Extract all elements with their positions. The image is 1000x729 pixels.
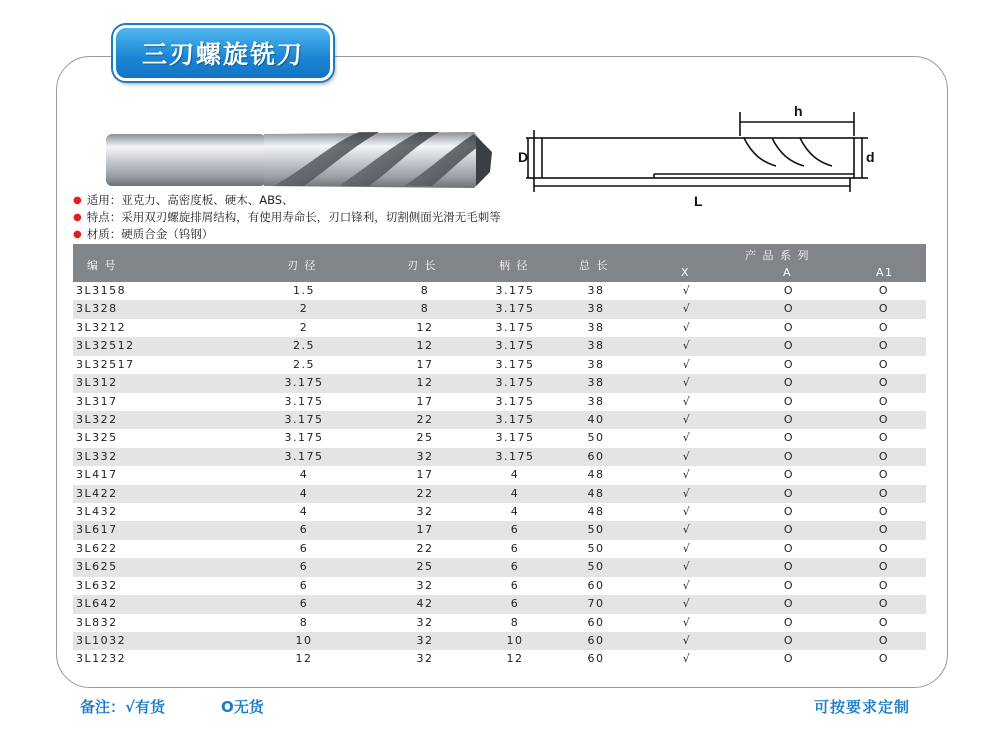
cell-total-len: 70 <box>587 597 605 611</box>
cell-total-len: 38 <box>587 339 605 353</box>
table-row <box>73 521 926 539</box>
cell-blade-dia: 4 <box>299 468 309 482</box>
header-blade-len: 刃 长 <box>407 259 437 272</box>
bullet-icon: ● <box>73 212 82 223</box>
note-label: 备注： <box>80 698 126 716</box>
table-row <box>73 300 926 318</box>
cell-series-a: O <box>783 284 795 297</box>
cell-series-a1: O <box>878 357 890 371</box>
cell-series-a: O <box>783 449 795 463</box>
cell-series-x: √ <box>682 486 692 500</box>
cell-series-a1: O <box>878 468 890 482</box>
feature-characteristics: ● 特点：采用双刃螺旋排屑结构，有使用寿命长，刃口锋利，切割侧面光滑无毛刺等 <box>73 210 501 224</box>
cell-code: 3L32512 <box>76 339 135 353</box>
cell-blade-len: 32 <box>416 652 434 666</box>
dim-h-label: h <box>794 103 803 119</box>
header-series-a: A <box>783 266 793 279</box>
cell-series-a: O <box>783 302 795 316</box>
table-header <box>73 244 926 282</box>
cell-total-len: 38 <box>587 302 605 316</box>
cell-code: 3L432 <box>76 505 118 519</box>
table-row <box>73 429 926 447</box>
cell-series-x: √ <box>682 431 692 445</box>
table-row <box>73 577 926 595</box>
cell-series-a1: O <box>878 634 890 648</box>
cell-shank-dia: 3.175 <box>495 449 535 463</box>
cell-series-x: √ <box>682 339 692 353</box>
dimension-drawing <box>514 100 880 215</box>
cell-series-x: √ <box>682 320 692 334</box>
cell-total-len: 38 <box>587 320 605 334</box>
cell-shank-dia: 3.175 <box>495 357 535 371</box>
cell-blade-dia: 8 <box>299 615 309 629</box>
cell-blade-dia: 3.175 <box>284 394 324 408</box>
bullet-icon: ● <box>73 229 82 240</box>
cell-blade-len: 17 <box>416 523 434 537</box>
cell-series-a1: O <box>878 541 890 555</box>
cell-series-x: √ <box>682 505 692 519</box>
cell-blade-dia: 2.5 <box>293 357 315 371</box>
cell-shank-dia: 8 <box>510 615 520 629</box>
feature-material: ● 材质：硬质合金（钨钢） <box>73 227 214 241</box>
table-row <box>73 374 926 392</box>
cell-code: 3L328 <box>76 302 118 316</box>
cell-series-a: O <box>783 468 795 482</box>
cell-series-a: O <box>783 541 795 555</box>
cell-blade-len: 17 <box>416 394 434 408</box>
cell-code: 3L332 <box>76 449 118 463</box>
feature-list <box>73 192 501 243</box>
cell-series-a1: O <box>878 376 890 390</box>
cell-shank-dia: 4 <box>510 468 520 482</box>
cell-shank-dia: 3.175 <box>495 302 535 316</box>
cell-total-len: 60 <box>587 652 605 666</box>
cell-series-a1: O <box>878 449 890 463</box>
cell-total-len: 60 <box>587 634 605 648</box>
cell-series-a: O <box>783 615 795 629</box>
cell-total-len: 60 <box>587 449 605 463</box>
cell-blade-len: 32 <box>416 449 434 463</box>
header-code: 编 号 <box>87 259 117 272</box>
table-row <box>73 466 926 484</box>
cell-code: 3L642 <box>76 597 118 611</box>
cell-blade-len: 32 <box>416 615 434 629</box>
cell-blade-dia: 12 <box>295 652 313 666</box>
table-row <box>73 503 926 521</box>
cell-series-a1: O <box>878 412 890 426</box>
cell-series-x: √ <box>682 523 692 537</box>
cell-code: 3L632 <box>76 578 118 592</box>
table-row <box>73 558 926 576</box>
cell-code: 3L417 <box>76 468 118 482</box>
cell-shank-dia: 3.175 <box>495 284 535 297</box>
cell-series-a1: O <box>878 560 890 574</box>
cell-blade-dia: 2.5 <box>293 339 315 353</box>
cell-blade-dia: 4 <box>299 505 309 519</box>
cell-blade-len: 12 <box>416 376 434 390</box>
cell-series-a: O <box>783 339 795 353</box>
cell-series-a1: O <box>878 578 890 592</box>
cell-shank-dia: 3.175 <box>495 431 535 445</box>
cell-shank-dia: 6 <box>510 597 520 611</box>
cell-series-a: O <box>783 578 795 592</box>
cell-code: 3L625 <box>76 560 118 574</box>
table-row <box>73 393 926 411</box>
cell-series-x: √ <box>682 615 692 629</box>
cell-blade-len: 22 <box>416 412 434 426</box>
feature-applicable: ● 适用：亚克力、高密度板、硬木、ABS、 <box>73 193 294 207</box>
cell-series-a: O <box>783 505 795 519</box>
cell-total-len: 38 <box>587 357 605 371</box>
cell-blade-len: 25 <box>416 560 434 574</box>
cell-total-len: 48 <box>587 505 605 519</box>
cell-blade-dia: 10 <box>295 634 313 648</box>
cell-series-a: O <box>783 320 795 334</box>
cell-series-x: √ <box>682 357 692 371</box>
cell-blade-len: 12 <box>416 339 434 353</box>
cell-blade-dia: 6 <box>299 541 309 555</box>
cell-shank-dia: 4 <box>510 486 520 500</box>
cell-series-a: O <box>783 431 795 445</box>
header-shank-dia: 柄 径 <box>499 259 529 272</box>
cell-shank-dia: 3.175 <box>495 376 535 390</box>
dim-D-label: D <box>518 149 529 165</box>
cell-shank-dia: 3.175 <box>495 412 535 426</box>
cell-shank-dia: 3.175 <box>495 320 535 334</box>
cell-shank-dia: 10 <box>506 634 524 648</box>
end-mill-photo <box>104 122 496 198</box>
table-row <box>73 411 926 429</box>
cell-series-a1: O <box>878 320 890 334</box>
dim-L-label: L <box>694 193 703 209</box>
cell-series-a: O <box>783 523 795 537</box>
header-blade-dia: 刃 径 <box>287 259 317 272</box>
out-of-stock-legend: O无货 <box>221 698 264 716</box>
cell-blade-dia: 6 <box>299 523 309 537</box>
cell-series-x: √ <box>682 578 692 592</box>
table-row <box>73 448 926 466</box>
table-row <box>73 540 926 558</box>
cell-blade-len: 42 <box>416 597 434 611</box>
table-row <box>73 595 926 613</box>
cell-series-a1: O <box>878 486 890 500</box>
cell-series-a1: O <box>878 302 890 316</box>
bullet-icon: ● <box>73 195 82 206</box>
cell-series-x: √ <box>682 634 692 648</box>
cell-series-x: √ <box>682 449 692 463</box>
cell-series-a: O <box>783 486 795 500</box>
cell-blade-dia: 3.175 <box>284 431 324 445</box>
cell-series-a: O <box>783 560 795 574</box>
cell-total-len: 50 <box>587 541 605 555</box>
cell-series-a1: O <box>878 597 890 611</box>
table-row <box>73 282 926 300</box>
header-series-x: X <box>681 266 691 279</box>
cell-blade-len: 12 <box>416 320 434 334</box>
cell-blade-dia: 3.175 <box>284 376 324 390</box>
table-row <box>73 337 926 355</box>
cell-series-a1: O <box>878 615 890 629</box>
cell-code: 3L322 <box>76 412 118 426</box>
cell-blade-len: 17 <box>416 468 434 482</box>
table-row <box>73 485 926 503</box>
cell-code: 3L3212 <box>76 320 127 334</box>
cell-shank-dia: 3.175 <box>495 339 535 353</box>
cell-shank-dia: 6 <box>510 523 520 537</box>
cell-series-x: √ <box>682 468 692 482</box>
table-row <box>73 319 926 337</box>
cell-series-x: √ <box>682 394 692 408</box>
cell-series-a1: O <box>878 284 890 297</box>
cell-total-len: 38 <box>587 394 605 408</box>
cell-shank-dia: 12 <box>506 652 524 666</box>
cell-series-a: O <box>783 597 795 611</box>
dim-d-label: d <box>866 149 875 165</box>
cell-series-a1: O <box>878 394 890 408</box>
cell-series-a: O <box>783 412 795 426</box>
cell-series-a1: O <box>878 505 890 519</box>
cell-code: 3L1232 <box>76 652 127 666</box>
cell-series-a1: O <box>878 339 890 353</box>
cell-series-x: √ <box>682 560 692 574</box>
cell-shank-dia: 4 <box>510 505 520 519</box>
cell-series-x: √ <box>682 412 692 426</box>
cell-total-len: 48 <box>587 486 605 500</box>
cell-series-a: O <box>783 394 795 408</box>
page-title: 三刃螺旋铣刀 <box>113 25 333 81</box>
cell-blade-dia: 3.175 <box>284 449 324 463</box>
cell-blade-dia: 4 <box>299 486 309 500</box>
cell-code: 3L312 <box>76 376 118 390</box>
cell-series-x: √ <box>682 541 692 555</box>
cell-blade-len: 17 <box>416 357 434 371</box>
cell-total-len: 50 <box>587 431 605 445</box>
cell-total-len: 60 <box>587 615 605 629</box>
cell-blade-dia: 2 <box>299 320 309 334</box>
cell-series-a1: O <box>878 523 890 537</box>
cell-code: 3L617 <box>76 523 118 537</box>
cell-series-x: √ <box>682 284 692 297</box>
cell-blade-dia: 2 <box>299 302 309 316</box>
cell-blade-dia: 3.175 <box>284 412 324 426</box>
cell-series-x: √ <box>682 652 692 666</box>
in-stock-legend: √有货 <box>125 698 166 716</box>
cell-series-a: O <box>783 376 795 390</box>
cell-shank-dia: 3.175 <box>495 394 535 408</box>
legend-note <box>80 696 264 717</box>
cell-series-a: O <box>783 634 795 648</box>
cell-shank-dia: 6 <box>510 541 520 555</box>
cell-series-a1: O <box>878 652 890 666</box>
cell-series-a1: O <box>878 431 890 445</box>
cell-blade-len: 32 <box>416 578 434 592</box>
cell-series-a: O <box>783 357 795 371</box>
cell-total-len: 50 <box>587 523 605 537</box>
cell-code: 3L32517 <box>76 357 135 371</box>
table-body <box>73 282 926 669</box>
cell-code: 3L1032 <box>76 634 127 648</box>
cell-total-len: 60 <box>587 578 605 592</box>
cell-blade-dia: 6 <box>299 597 309 611</box>
cell-shank-dia: 6 <box>510 578 520 592</box>
cell-series-x: √ <box>682 376 692 390</box>
cell-series-a: O <box>783 652 795 666</box>
cell-blade-dia: 6 <box>299 578 309 592</box>
cell-blade-dia: 1.5 <box>293 284 315 297</box>
header-series-a1: A1 <box>876 266 894 279</box>
cell-blade-len: 8 <box>420 302 430 316</box>
cell-total-len: 48 <box>587 468 605 482</box>
cell-total-len: 38 <box>587 284 605 297</box>
table-row <box>73 614 926 632</box>
cell-code: 3L3158 <box>76 284 127 297</box>
cell-blade-len: 32 <box>416 505 434 519</box>
header-total-len: 总 长 <box>579 259 609 272</box>
cell-code: 3L622 <box>76 541 118 555</box>
table-row <box>73 356 926 374</box>
cell-blade-len: 32 <box>416 634 434 648</box>
custom-order-note: 可按要求定制 <box>814 698 911 716</box>
table-row <box>73 650 926 668</box>
cell-code: 3L422 <box>76 486 118 500</box>
cell-total-len: 50 <box>587 560 605 574</box>
cell-blade-len: 8 <box>420 284 430 297</box>
header-series-group: 产 品 系 列 <box>745 249 810 262</box>
cell-blade-len: 22 <box>416 541 434 555</box>
cell-code: 3L317 <box>76 394 118 408</box>
cell-total-len: 40 <box>587 412 605 426</box>
cell-blade-dia: 6 <box>299 560 309 574</box>
table-row <box>73 632 926 650</box>
cell-code: 3L832 <box>76 615 118 629</box>
cell-series-x: √ <box>682 597 692 611</box>
cell-series-x: √ <box>682 302 692 316</box>
cell-shank-dia: 6 <box>510 560 520 574</box>
cell-blade-len: 22 <box>416 486 434 500</box>
cell-code: 3L325 <box>76 431 118 445</box>
cell-total-len: 38 <box>587 376 605 390</box>
cell-blade-len: 25 <box>416 431 434 445</box>
spec-table <box>73 244 926 669</box>
